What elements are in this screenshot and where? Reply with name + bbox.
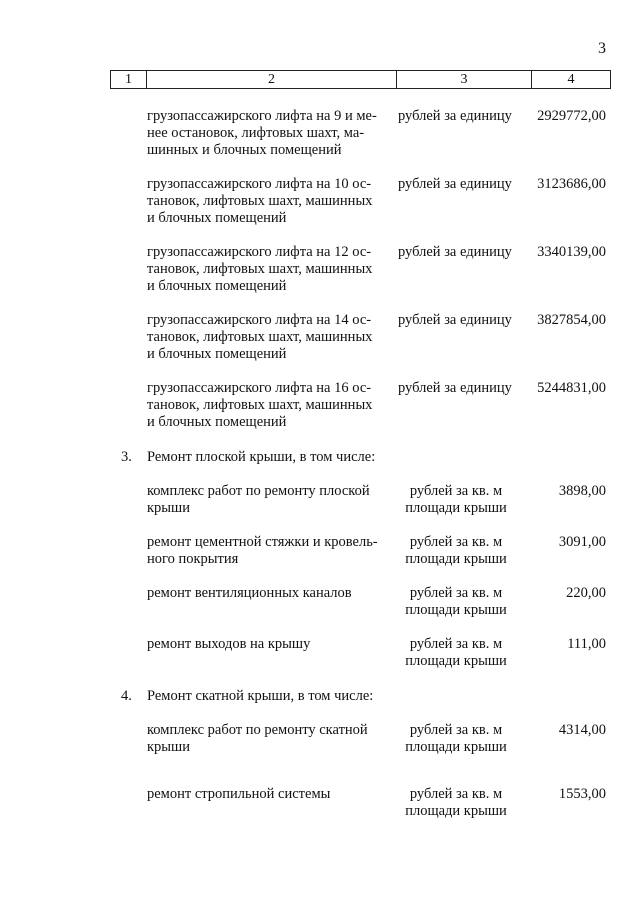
table-header [110,70,611,89]
section-title: Ремонт плоской крыши, в том числе: [147,449,376,465]
section-title: Ремонт скатной крыши, в том числе: [147,688,374,704]
row-description: грузопассажирского лифта на 16 ос- тановок, лифтовых шахт, машинных и блочных помещений [147,380,373,430]
row-description: ремонт выходов на крышу [147,636,311,652]
row-unit: рублей за единицу [398,244,512,260]
header-col-1: 1 [125,72,132,87]
row-value: 3898,00 [558,483,606,499]
row-unit-line2: площади крыши [405,602,507,618]
header-col-4: 4 [531,71,610,88]
row-value: 5244831,00 [537,380,606,396]
row-unit [400,786,512,820]
row-unit [400,636,512,670]
row-unit-line1: рублей за кв. м [409,722,503,738]
section-number: 3. [121,449,132,465]
row-unit: рублей за единицу [398,380,512,396]
row-unit-line1: рублей за кв. м [409,636,503,652]
row-value: 2929772,00 [537,108,606,124]
row-unit [400,722,512,756]
row-description: ремонт цементной стяжки и кровель- ного покрытия [147,534,378,567]
row-unit [400,585,512,619]
row-value: 3091,00 [558,534,606,550]
row-unit-line2: площади крыши [405,551,507,567]
row-unit-line1: рублей за кв. м [409,585,503,601]
row-value: 111,00 [567,636,606,652]
row-unit-line2: площади крыши [405,803,507,819]
row-description: комплекс работ по ремонту скатной крыши [147,722,368,755]
header-col-2: 2 [146,71,396,88]
row-unit: рублей за единицу [398,312,512,328]
page-number: 3 [598,40,606,57]
row-description: ремонт стропильной системы [147,786,331,802]
row-unit: рублей за единицу [398,176,512,192]
row-description: комплекс работ по ремонту плоской крыши [147,483,370,516]
row-unit-line2: площади крыши [405,653,507,669]
row-description: ремонт вентиляционных каналов [147,585,352,601]
row-unit-line1: рублей за кв. м [409,483,503,499]
row-description: грузопассажирского лифта на 12 ос- тановок, лифтовых шахт, машинных и блочных помещений [147,244,373,294]
row-value: 1553,00 [558,786,606,802]
row-description: грузопассажирского лифта на 9 и ме- нее остановок, лифтовых шахт, ма- шинных и блочных помещений [147,108,377,158]
row-unit-line1: рублей за кв. м [409,786,503,802]
row-unit [400,483,512,517]
row-description: грузопассажирского лифта на 10 ос- тановок, лифтовых шахт, машинных и блочных помещений [147,176,373,226]
row-unit-line2: площади крыши [405,500,507,516]
row-value: 3340139,00 [537,244,606,260]
row-unit: рублей за единицу [398,108,512,124]
row-unit-line2: площади крыши [405,739,507,755]
section-number: 4. [121,688,132,704]
row-value: 3827854,00 [537,312,606,328]
row-value: 3123686,00 [537,176,606,192]
row-unit-line1: рублей за кв. м [409,534,503,550]
header-col-3: 3 [396,71,531,88]
row-value: 220,00 [566,585,606,601]
row-value: 4314,00 [558,722,606,738]
row-unit [400,534,512,568]
row-description: грузопассажирского лифта на 14 ос- тановок, лифтовых шахт, машинных и блочных помещений [147,312,373,362]
